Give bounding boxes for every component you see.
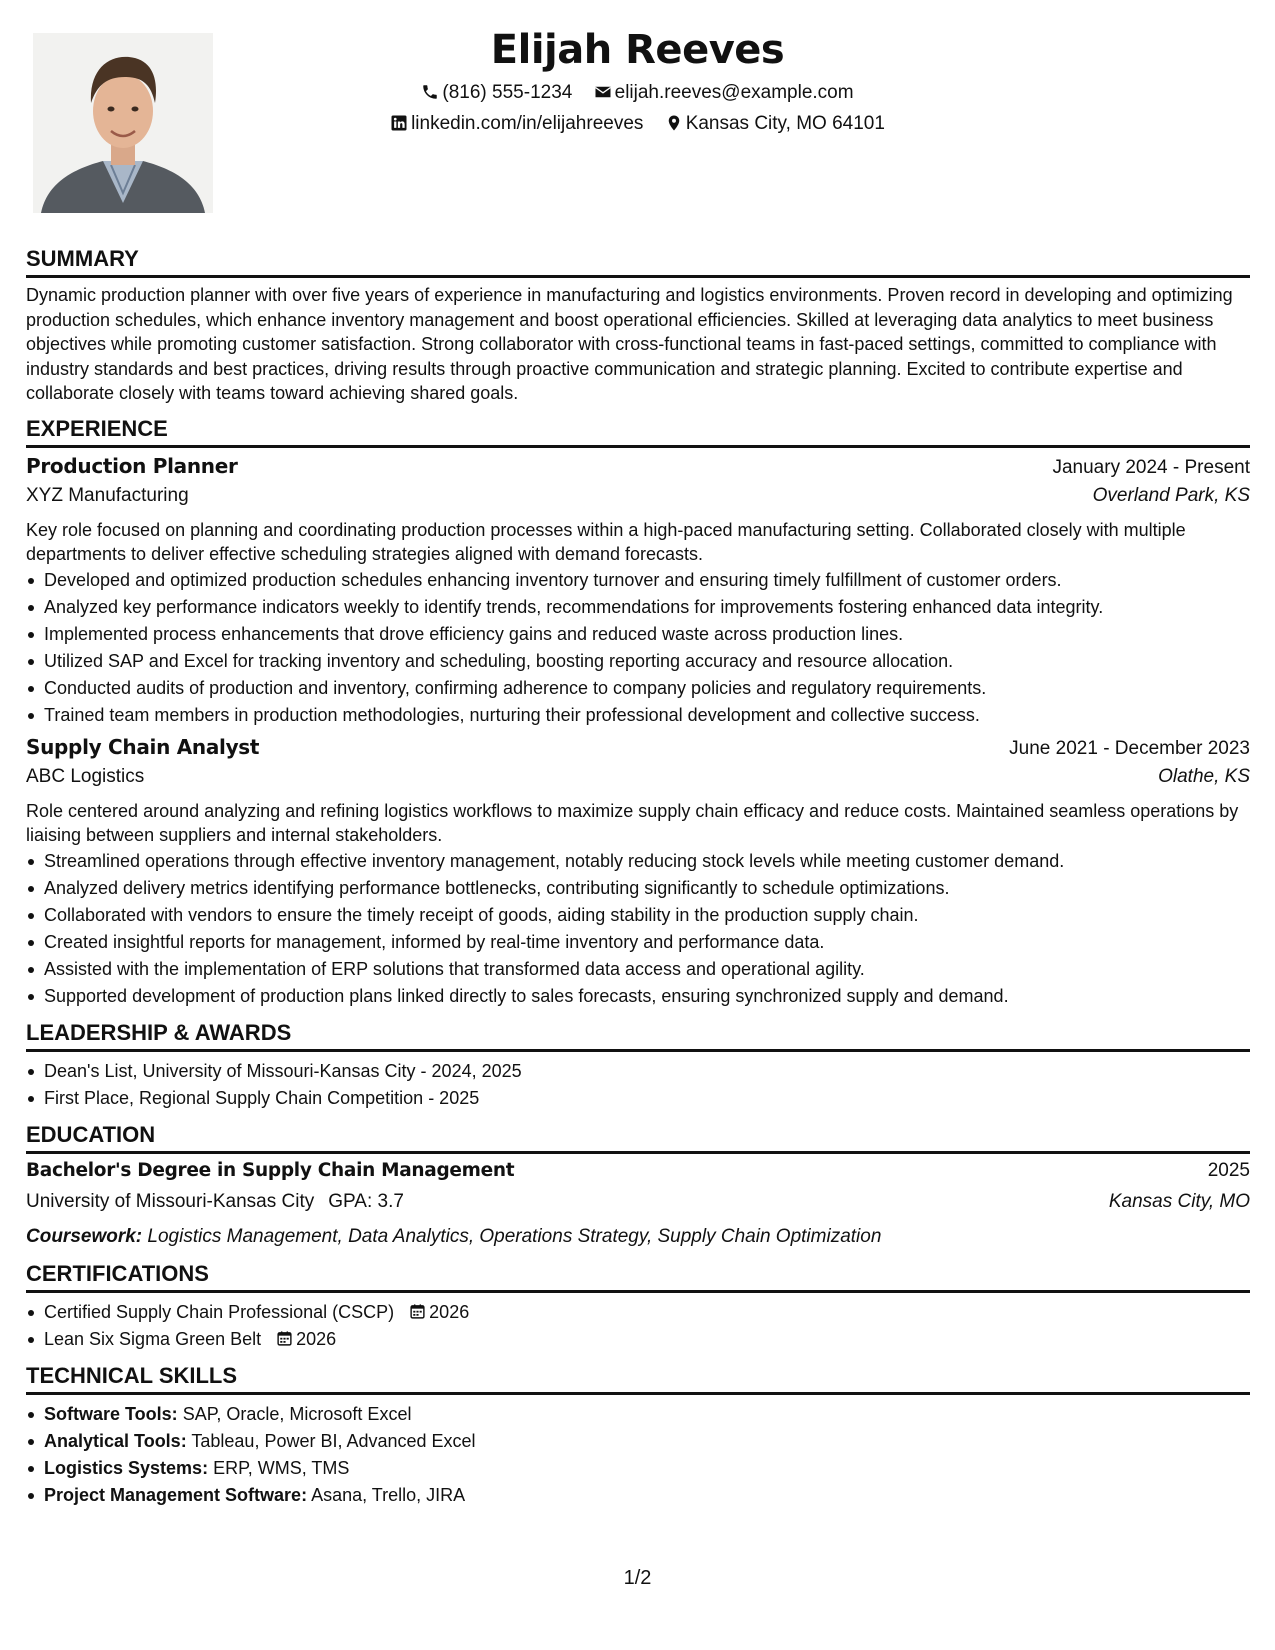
linkedin-text: linkedin.com/in/elijahreeves [411, 113, 644, 134]
certifications-list [26, 1299, 1250, 1353]
email-text: elijah.reeves@example.com [614, 82, 854, 103]
calendar-icon [276, 1330, 293, 1347]
contact-location [665, 111, 885, 137]
job-subheader [26, 766, 1250, 797]
job-entry [26, 735, 1250, 1010]
list-item: Created insightful reports for management, informed by real-time inventory and performance data. [44, 929, 1250, 956]
leadership-list [26, 1058, 1250, 1112]
leadership-section [26, 1018, 1250, 1112]
job-company: XYZ Manufacturing [26, 484, 189, 506]
list-item [44, 1428, 1250, 1455]
job-description: Role centered around analyzing and refining logistics workflows to maximize supply chain efficacy and reduce costs. Maintained seamless operations by liaising between suppliers and internal stakeholders. [26, 800, 1239, 845]
linkedin-icon [390, 114, 408, 132]
degree-name: Bachelor's Degree in Supply Chain Management [26, 1159, 515, 1181]
list-item: Implemented process enhancements that drove efficiency gains and reduced waste across production lines. [44, 621, 1250, 648]
phone-icon [421, 83, 439, 101]
job-location: Overland Park, KS [1092, 484, 1250, 506]
job-bullets [26, 848, 1250, 1010]
cert-name: Certified Supply Chain Professional (CSCP) [44, 1301, 395, 1322]
certifications-section [26, 1259, 1250, 1353]
section-title-leadership: LEADERSHIP & AWARDS [26, 1018, 1250, 1052]
list-item: Analyzed key performance indicators weekly to identify trends, recommendations for improvements fostering enhanced data integrity. [44, 594, 1250, 621]
list-item: Collaborated with vendors to ensure the timely receipt of goods, aiding stability in the production supply chain. [44, 902, 1250, 929]
education-section [26, 1120, 1250, 1251]
list-item: Analyzed delivery metrics identifying performance bottlenecks, contributing significantly to schedule optimizations. [44, 875, 1250, 902]
contact-phone[interactable] [421, 80, 572, 106]
job-description: Key role focused on planning and coordinating production processes within a high-paced manufacturing setting. Collaborated closely with multiple departments to deliver effective scheduling strategies aligned with demand forecasts. [26, 519, 1186, 564]
list-item: Utilized SAP and Excel for tracking inventory and scheduling, boosting reporting accuracy and resource allocation. [44, 648, 1250, 675]
job-dates: June 2021 - December 2023 [1009, 737, 1250, 759]
list-item [44, 1326, 1250, 1353]
experience-section [26, 414, 1250, 1010]
job-header [26, 735, 1250, 766]
phone-text: (816) 555-1234 [442, 82, 573, 103]
list-item [44, 1455, 1250, 1482]
section-title-certifications: CERTIFICATIONS [26, 1259, 1250, 1293]
job-title: Supply Chain Analyst [26, 734, 260, 759]
job-subheader [26, 485, 1250, 516]
calendar-icon [409, 1303, 426, 1320]
resume-body [26, 244, 1250, 1517]
contact-row-2 [0, 111, 1275, 137]
skill-label: Project Management Software: [44, 1484, 308, 1505]
job-title: Production Planner [26, 453, 238, 478]
coursework [26, 1222, 1250, 1251]
school-info [26, 1191, 404, 1213]
contact-linkedin[interactable] [390, 111, 643, 137]
skill-value: Tableau, Power BI, Advanced Excel [191, 1430, 476, 1451]
education-subheader [26, 1191, 1250, 1222]
cert-name: Lean Six Sigma Green Belt [44, 1328, 262, 1349]
list-item: Assisted with the implementation of ERP solutions that transformed data access and operational agility. [44, 956, 1250, 983]
section-title-skills: TECHNICAL SKILLS [26, 1361, 1250, 1395]
contact-email[interactable] [594, 80, 854, 106]
candidate-name: Elijah Reeves [490, 27, 785, 73]
job-header [26, 454, 1250, 485]
skills-section [26, 1361, 1250, 1509]
list-item: Developed and optimized production schedules enhancing inventory turnover and ensuring timely fulfillment of customer orders. [44, 567, 1250, 594]
skill-value: ERP, WMS, TMS [213, 1457, 350, 1478]
section-title-education: EDUCATION [26, 1120, 1250, 1154]
skill-value: Asana, Trello, JIRA [311, 1484, 466, 1505]
list-item [44, 1401, 1250, 1428]
summary-section [26, 244, 1250, 406]
education-header [26, 1160, 1250, 1191]
coursework-label: Coursework: [26, 1225, 143, 1247]
list-item: Dean's List, University of Missouri-Kansas City - 2024, 2025 [44, 1058, 1250, 1085]
list-item [44, 1482, 1250, 1509]
job-bullets [26, 567, 1250, 729]
list-item [44, 1299, 1250, 1326]
skill-label: Analytical Tools: [44, 1430, 187, 1451]
contact-row-1 [0, 80, 1275, 106]
section-title-summary: SUMMARY [26, 244, 1250, 278]
list-item: Streamlined operations through effective inventory management, notably reducing stock levels while meeting customer demand. [44, 848, 1250, 875]
coursework-list: Logistics Management, Data Analytics, Operations Strategy, Supply Chain Optimization [147, 1225, 882, 1247]
school-name: University of Missouri-Kansas City [26, 1190, 315, 1212]
summary-text: Dynamic production planner with over five years of experience in manufacturing and logistics environments. Proven record in developing and optimizing production schedules, which enhance inventory management and boost operational efficiencies. Skilled at leveraging data analytics to meet business objectives while promoting customer satisfaction. Strong collaborator with cross-functional teams in fast-paced settings, committed to compliance with industry standards and best practices, driving results through proactive communication and strategic planning. Excited to contribute expertise and collaborate closely with teams toward achieving shared goals. [26, 285, 1233, 403]
job-company: ABC Logistics [26, 765, 145, 787]
job-entry [26, 454, 1250, 729]
map-pin-icon [665, 114, 683, 132]
page-number: 1/2 [623, 1567, 652, 1589]
job-location: Olathe, KS [1158, 765, 1250, 787]
list-item: Trained team members in production methodologies, nurturing their professional development and collective success. [44, 702, 1250, 729]
list-item: First Place, Regional Supply Chain Competition - 2025 [44, 1085, 1250, 1112]
list-item: Conducted audits of production and inventory, confirming adherence to company policies and regulatory requirements. [44, 675, 1250, 702]
gpa: GPA: 3.7 [328, 1190, 404, 1212]
list-item: Supported development of production plans linked directly to sales forecasts, ensuring synchronized supply and demand. [44, 983, 1250, 1010]
skill-label: Logistics Systems: [44, 1457, 209, 1478]
cert-year: 2026 [296, 1328, 337, 1349]
skill-value: SAP, Oracle, Microsoft Excel [182, 1403, 412, 1424]
envelope-icon [594, 83, 612, 101]
job-dates: January 2024 - Present [1052, 456, 1250, 478]
section-title-experience: EXPERIENCE [26, 414, 1250, 448]
cert-year: 2026 [429, 1301, 470, 1322]
graduation-year: 2025 [1207, 1159, 1250, 1181]
skill-label: Software Tools: [44, 1403, 178, 1424]
school-location: Kansas City, MO [1108, 1190, 1250, 1212]
location-text: Kansas City, MO 64101 [685, 113, 885, 134]
skills-list [26, 1401, 1250, 1509]
